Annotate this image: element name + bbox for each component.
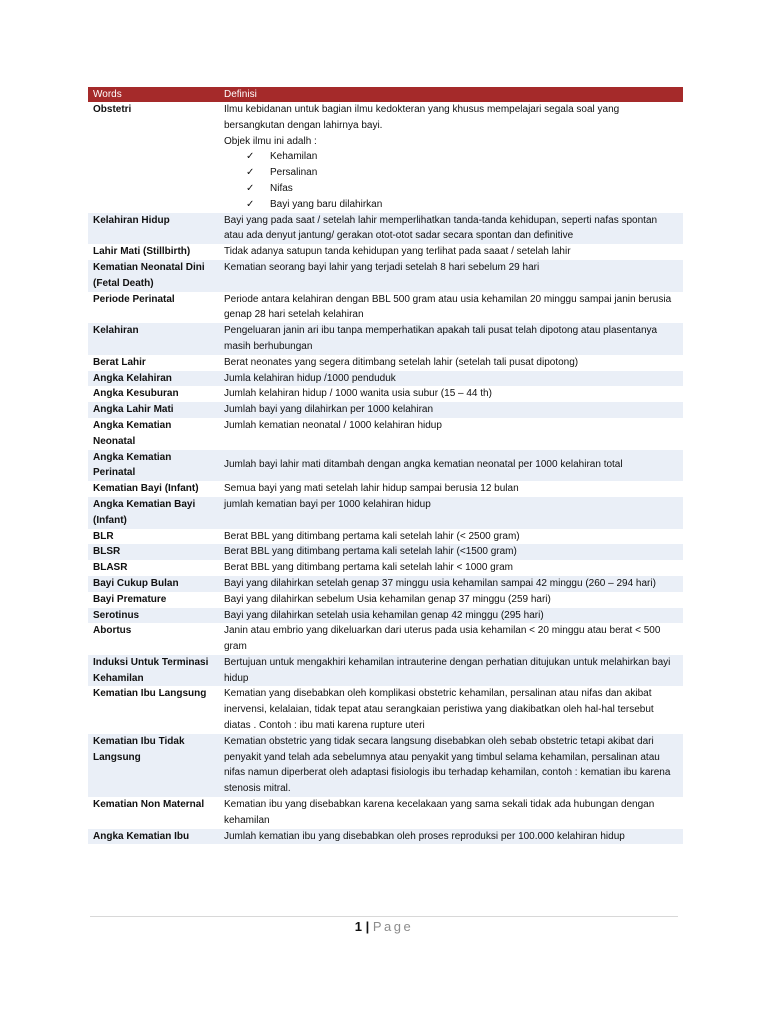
list-item-label: Persalinan — [270, 167, 318, 179]
definition-cell — [219, 623, 683, 655]
definition-cell — [219, 592, 683, 608]
list-item-label: Bayi yang baru dilahirkan — [270, 198, 383, 210]
definition-text: Jumlah bayi lahir mati ditambah dengan angka kematian neonatal per 1000 kelahiran total — [224, 459, 623, 471]
term-cell: Serotinus — [88, 608, 219, 624]
term-cell: Angka Kelahiran — [88, 371, 219, 387]
table-row — [88, 829, 683, 845]
definition-text: Kematian ibu yang disebabkan karena kecelakaan yang sama sekali tidak ada hubungan dengan kehamilan — [224, 799, 655, 826]
table-row — [88, 102, 683, 213]
definition-cell — [219, 450, 683, 482]
definition-cell — [219, 529, 683, 545]
definition-cell — [219, 576, 683, 592]
definition-text: Kematian seorang bayi lahir yang terjadi setelah 8 hari sebelum 29 hari — [224, 261, 540, 273]
check-icon: ✓ — [246, 198, 255, 210]
definition-text: jumlah kematian bayi per 1000 kelahiran hidup — [224, 498, 431, 510]
definition-text: Bayi yang dilahirkan setelah genap 37 minggu usia kehamilan sampai 42 minggu (260 – 294 hari) — [224, 577, 656, 589]
definition-cell — [219, 323, 683, 355]
definition-cell — [219, 829, 683, 845]
definition-cell — [219, 797, 683, 829]
term-cell: BLSR — [88, 544, 219, 560]
definition-text: Janin atau embrio yang dikeluarkan dari uterus pada usia kehamilan < 20 minggu atau berat < 500 gram — [224, 625, 661, 653]
table-row — [88, 686, 683, 733]
term-cell: Kelahiran — [88, 323, 219, 355]
definition-cell — [219, 213, 683, 245]
term-cell: Bayi Premature — [93, 593, 167, 605]
definition-text: Jumla kelahiran hidup /1000 penduduk — [224, 372, 396, 384]
definition-cell — [219, 734, 683, 797]
table-row — [88, 560, 683, 576]
definition-cell — [219, 418, 683, 450]
term-cell: Induksi Untuk Terminasi Kehamilan — [88, 655, 219, 687]
header-words: Words — [88, 87, 219, 102]
table-row — [88, 292, 683, 324]
term-cell: Lahir Mati (Stillbirth) — [93, 246, 191, 258]
page-label: Page — [372, 919, 414, 934]
check-icon: ✓ — [246, 167, 255, 179]
definition-text: Ilmu kebidanan untuk bagian ilmu kedokteran yang khusus mempelajari segala soal yang bersangkutan dengan lahirnya bayi. Objek ilmu ini adalh : — [224, 104, 620, 147]
table-row — [88, 608, 683, 624]
definition-cell — [219, 608, 683, 624]
table-row — [88, 418, 683, 450]
list-item-label: Kehamilan — [270, 151, 318, 163]
table-row — [88, 450, 683, 482]
check-icon: ✓ — [246, 151, 255, 163]
definition-text: Pengeluaran janin ari ibu tanpa memperhatikan apakah tali pusat telah dipotong atau plasentanya masih berhubungan — [224, 325, 658, 352]
list-item-label: Nifas — [270, 182, 293, 194]
definition-text: Berat BBL yang ditimbang pertama kali setelah lahir (< 2500 gram) — [224, 530, 520, 542]
table-body — [88, 102, 683, 844]
definition-text: Bertujuan untuk mengakhiri kehamilan intrauterine dengan perhatian ditujukan untuk melahirkan bayi hidup — [224, 656, 671, 684]
definitions-table — [88, 87, 683, 844]
definition-text: Kematian yang disebabkan oleh komplikasi obstetric kehamilan, persalinan atau nifas dan akibat inervensi, kelalaian, tidak tepat atau serangkaian peristiwa yang diakibatkan oleh hal-hal tersebut diatas . Contoh : ibu mati karena rupture uteri — [224, 688, 654, 732]
definition-cell — [219, 481, 683, 497]
table-row — [88, 544, 683, 560]
term-cell: Angka Lahir Mati — [88, 402, 219, 418]
table-row — [88, 323, 683, 355]
table-row — [88, 386, 683, 402]
definition-cell — [219, 386, 683, 402]
definition-text: Kematian obstetric yang tidak secara langsung disebabkan oleh sebab obstetric tetapi akibat dari penyakit yand telah ada sebelumnya atau penyakit yang timbul selama kehamilan, persalinan atau nifas namun diperberat oleh adaptasi fisiologis ibu terhadap kehamilan, contoh : kematian ibu karena stenosis mitral. — [224, 735, 671, 795]
footer-divider — [90, 916, 678, 917]
term-cell: BLASR — [93, 562, 128, 574]
table-row — [88, 213, 683, 245]
check-icon: ✓ — [246, 182, 255, 194]
definition-text: Semua bayi yang mati setelah lahir hidup sampai berusia 12 bulan — [224, 483, 519, 495]
definition-cell — [219, 497, 683, 529]
definition-cell — [219, 655, 683, 687]
definition-text: Bayi yang pada saat / setelah lahir memperlihatkan tanda-tanda kehidupan, seperti nafas spontan atau ada denyut jantung/ gerakan otot-otot sadar secara spontan dan definitive — [224, 214, 658, 242]
term-cell: Angka Kematian Perinatal — [88, 450, 219, 482]
term-cell: Bayi Cukup Bulan — [88, 576, 219, 592]
term-cell: Periode Perinatal — [93, 293, 175, 305]
definition-text: Bayi yang dilahirkan setelah usia kehamilan genap 42 minggu (295 hari) — [224, 609, 544, 621]
term-cell: Angka Kesuburan — [93, 388, 179, 400]
term-cell: Abortus — [93, 625, 132, 637]
table-row — [88, 592, 683, 608]
term-cell: Obstetri — [93, 104, 132, 115]
term-cell: Angka Kematian Neonatal — [93, 419, 172, 447]
definition-cell — [219, 355, 683, 371]
definition-text: Berat BBL yang ditimbang pertama kali setelah lahir < 1000 gram — [224, 562, 513, 574]
term-cell: Berat Lahir — [93, 356, 146, 368]
table-header-row — [88, 87, 683, 102]
table-row — [88, 655, 683, 687]
table-row — [88, 402, 683, 418]
list-item — [246, 181, 675, 197]
header-definisi: Definisi — [219, 87, 683, 102]
page-separator: | — [365, 919, 370, 934]
definition-cell — [219, 244, 683, 260]
definition-text: Jumlah kelahiran hidup / 1000 wanita usia subur (15 – 44 th) — [224, 388, 492, 400]
definition-list — [224, 149, 675, 212]
table-row — [88, 481, 683, 497]
table-row — [88, 244, 683, 260]
definition-text: Jumlah kematian neonatal / 1000 kelahiran hidup — [224, 419, 442, 431]
definition-text: Jumlah bayi yang dilahirkan per 1000 kelahiran — [224, 404, 434, 416]
term-cell: BLR — [93, 530, 114, 542]
definition-text: Periode antara kelahiran dengan BBL 500 gram atau usia kehamilan 20 minggu sampai janin berusia genap 28 hari setelah kelahiran — [224, 293, 672, 321]
definition-cell — [219, 102, 683, 213]
table-row — [88, 734, 683, 797]
list-item — [246, 149, 675, 165]
term-cell: Kelahiran Hidup — [88, 213, 219, 245]
table-row — [88, 797, 683, 829]
term-cell: Kematian Neonatal Dini (Fetal Death) — [88, 260, 219, 292]
table-row — [88, 529, 683, 545]
definition-cell — [219, 686, 683, 733]
table-row — [88, 355, 683, 371]
table-row — [88, 497, 683, 529]
list-item — [246, 197, 675, 213]
definition-cell — [219, 402, 683, 418]
definition-text: Jumlah kematian ibu yang disebabkan oleh proses reproduksi per 100.000 kelahiran hidup — [224, 830, 625, 842]
page-number: 1 — [354, 919, 362, 934]
term-cell: Kematian Ibu Langsung — [93, 688, 207, 700]
table-row — [88, 576, 683, 592]
definition-text: Bayi yang dilahirkan sebelum Usia kehamilan genap 37 minggu (259 hari) — [224, 593, 551, 605]
list-item — [246, 165, 675, 181]
table-row — [88, 371, 683, 387]
definition-text: Berat BBL yang ditimbang pertama kali setelah lahir (<1500 gram) — [224, 546, 517, 558]
definition-cell — [219, 260, 683, 292]
definition-text: Tidak adanya satupun tanda kehidupan yang terlihat pada saaat / setelah lahir — [224, 246, 571, 258]
term-cell: Kematian Bayi (Infant) — [93, 483, 199, 495]
term-cell: Kematian Ibu Tidak Langsung — [88, 734, 219, 797]
page-footer — [0, 919, 768, 934]
definition-text: Berat neonates yang segera ditimbang setelah lahir (setelah tali pusat dipotong) — [224, 356, 579, 368]
table-row — [88, 260, 683, 292]
term-cell: Kematian Non Maternal — [93, 799, 205, 811]
definition-cell — [219, 371, 683, 387]
term-cell: Angka Kematian Ibu — [88, 829, 219, 845]
definition-cell — [219, 544, 683, 560]
term-cell: Angka Kematian Bayi (Infant) — [88, 497, 219, 529]
definition-cell — [219, 560, 683, 576]
definition-cell — [219, 292, 683, 324]
table-row — [88, 623, 683, 655]
